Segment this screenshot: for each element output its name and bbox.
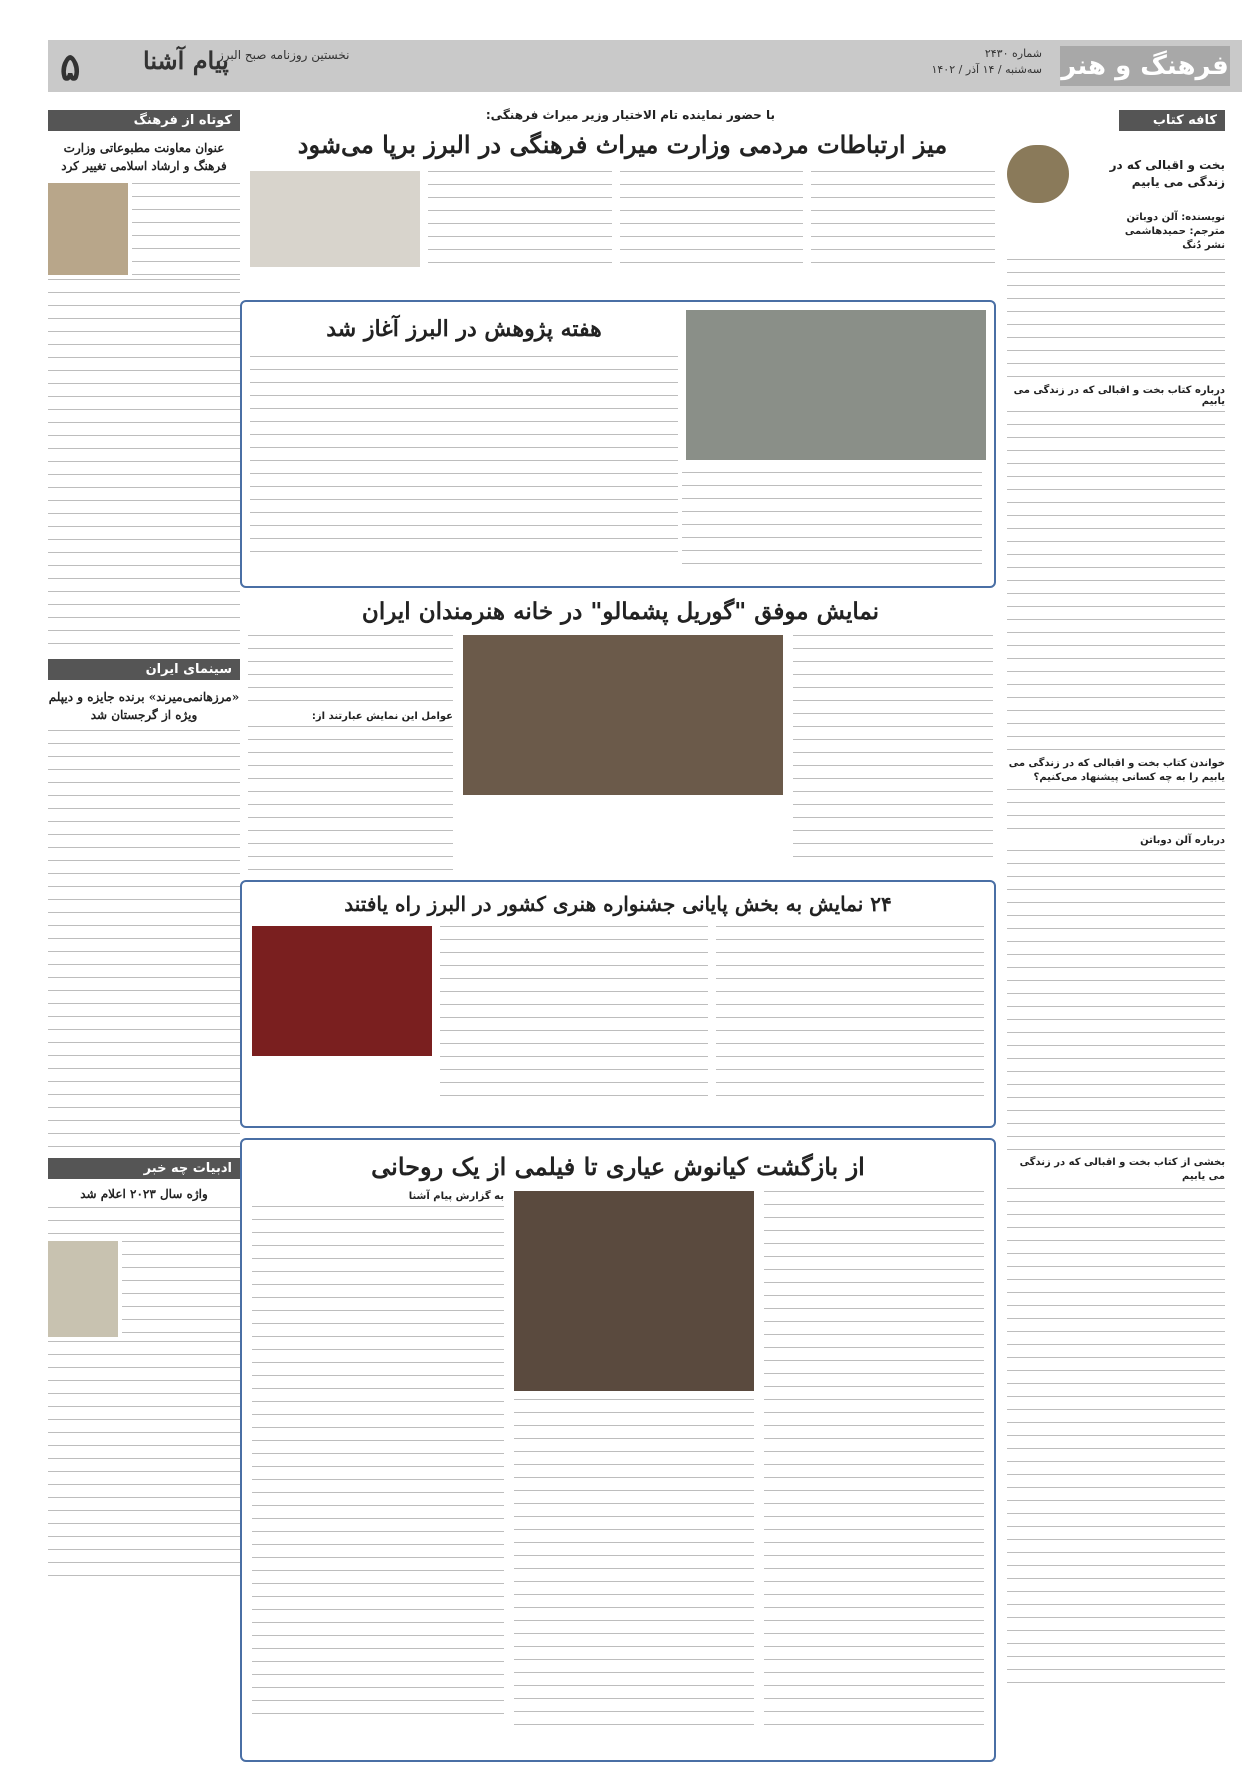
book-subhead-excerpt: بخشی از کتاب بخت و اقبالی که در زندگی می یابیم (1019, 1157, 1225, 1182)
cinema-return-byline: به گزارش پیام آشنا (408, 1191, 504, 1202)
book-cafe-column (1007, 110, 1225, 1688)
book-cover-image (1007, 145, 1069, 203)
article-art-festival (240, 880, 996, 1128)
heritage-text-1 (811, 171, 995, 267)
left-column (48, 110, 240, 1581)
literature-news-text-c (48, 1341, 240, 1581)
iran-cinema-title: سینمای ایران (48, 659, 240, 680)
research-week-text-top (250, 356, 678, 556)
iran-cinema-text (48, 730, 240, 1150)
literature-news-body (48, 1241, 240, 1337)
book-author: نویسنده: آلن دوباتن (1126, 212, 1225, 223)
book-header (1007, 145, 1225, 203)
theatre-scene-photo (463, 635, 783, 795)
literature-news-title: ادبیات چه خبر (48, 1158, 240, 1179)
short-culture-body (48, 183, 240, 275)
literature-news-text-a (48, 1207, 240, 1237)
gorilla-credits-text (248, 726, 453, 876)
page-header (48, 40, 1242, 92)
article-cinema-return (240, 1138, 996, 1762)
heritage-kicker: با حضور نماینده تام الاختیار وزیر میراث فرهنگی: (485, 108, 775, 122)
gorilla-play-body (248, 635, 993, 876)
book-intro-text (1007, 259, 1225, 379)
page-number: ۵ (60, 44, 81, 89)
book-publisher: نشر دُنگ (1182, 240, 1225, 251)
literature-news-headline: واژه سال ۲۰۲۳ اعلام شد (80, 1187, 208, 1201)
article-gorilla-play (248, 598, 993, 876)
building-photo (48, 183, 128, 275)
iran-cinema-headline: «مرزهانمی‌میرند» برنده جایزه و دیپلم ویژه از گرجستان شد (48, 690, 240, 722)
book-translator: مترجم: حمیدهاشمی (1124, 226, 1225, 237)
heritage-text-3 (428, 171, 612, 267)
article-research-week (240, 300, 996, 588)
article-heritage (250, 108, 995, 267)
book-about-text (1007, 411, 1225, 751)
short-culture-text-b (48, 279, 240, 649)
literature-news-text-b (122, 1241, 240, 1337)
group-photo (686, 310, 986, 460)
dictionary-photo (48, 1241, 118, 1337)
book-title: بخت و اقبالی که در زندگی می یابیم (1109, 158, 1225, 189)
art-festival-text-1 (716, 926, 984, 1096)
art-festival-body (242, 916, 994, 1106)
art-festival-headline: ۲۴ نمایش به بخش پایانی جشنواره هنری کشور در البرز راه یافتند (344, 892, 892, 916)
heritage-headline: میز ارتباطات مردمی وزارت میراث فرهنگی در البرز برپا می‌شود (297, 130, 948, 159)
section-title: فرهنگ و هنر (1060, 46, 1230, 86)
cinema-return-headline: از بازگشت کیانوش عیاری تا فیلمی از یک روحانی (371, 1152, 865, 1181)
research-week-text-bottom (682, 472, 982, 572)
heritage-body (250, 171, 995, 267)
gorilla-play-text-2 (248, 635, 453, 705)
book-subhead-readers: خواندن کتاب بخت و اقبالی که در زندگی می یابیم را به چه کسانی پیشنهاد می‌کنیم؟ (1008, 758, 1225, 783)
film-still-photo (514, 1191, 754, 1391)
book-readers-text (1007, 789, 1225, 829)
issue-info (931, 46, 1042, 78)
cinema-return-text-1 (764, 1191, 984, 1731)
cinema-return-text-2 (514, 1399, 754, 1729)
research-week-headline: هفته پژوهش در البرز آغاز شد (326, 316, 602, 342)
book-author-text (1007, 850, 1225, 1150)
official-photo (250, 171, 420, 267)
art-festival-text-2 (440, 926, 708, 1096)
book-subhead-about: درباره کتاب بخت و اقبالی که در زندگی می یابیم (1013, 385, 1225, 407)
tagline: نخستین روزنامه صبح البرز (218, 48, 350, 62)
book-cafe-title: کافه کتاب (1119, 110, 1225, 131)
short-culture-text-a (132, 183, 240, 275)
issue-date: سه‌شنبه / ۱۴ آذر / ۱۴۰۲ (931, 63, 1042, 76)
book-excerpt-text (1007, 1188, 1225, 1688)
gorilla-play-text-1 (793, 635, 993, 865)
short-culture-headline: عنوان معاونت مطبوعاتی وزارت فرهنگ و ارشاد اسلامی تغییر کرد (61, 141, 227, 173)
book-subhead-author: درباره آلن دوباتن (1140, 835, 1225, 846)
theatre-masks-image (252, 926, 432, 1056)
gorilla-play-headline: نمایش موفق "گوریل پشمالو" در خانه هنرمندان ایران (361, 598, 880, 625)
short-culture-title: کوتاه از فرهنگ (48, 110, 240, 131)
issue-number: شماره ۲۴۳۰ (984, 47, 1042, 60)
newspaper-logo: پیام آشنا (143, 46, 229, 75)
book-credits (1007, 211, 1225, 253)
heritage-text-2 (620, 171, 804, 267)
gorilla-credits-title: عوامل این نمایش عبارتند از: (311, 711, 453, 722)
cinema-return-text-3 (252, 1206, 504, 1726)
cinema-return-body (242, 1181, 994, 1741)
